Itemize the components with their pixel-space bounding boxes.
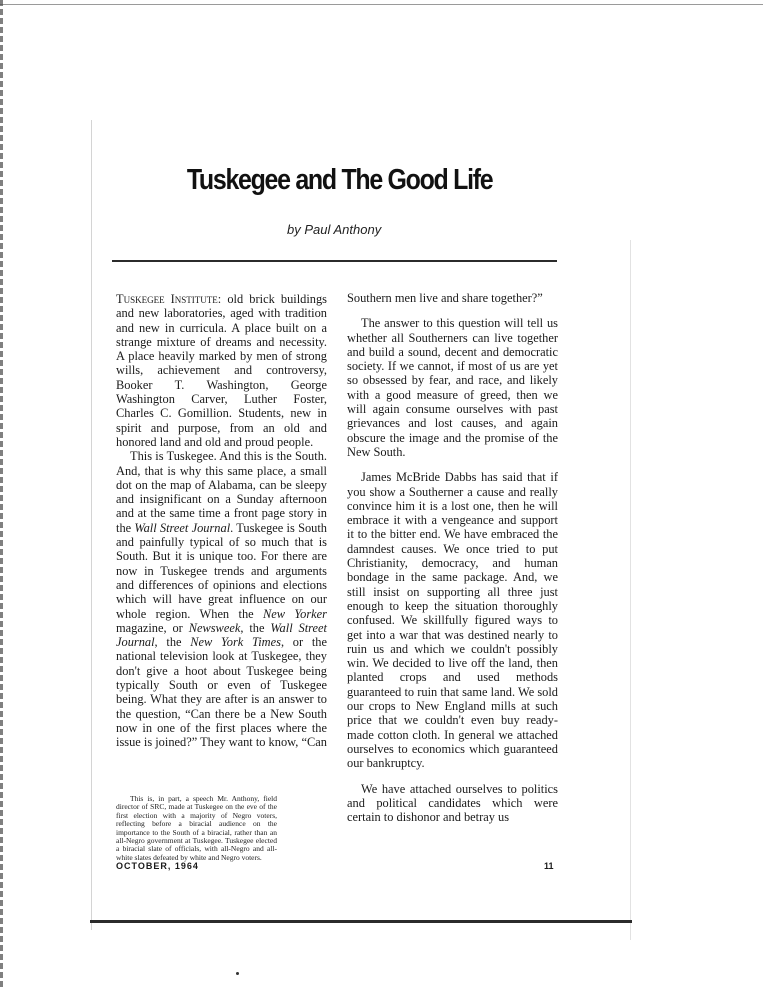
lead-in: Tuskegee Institute: <box>116 292 222 306</box>
column-left <box>116 292 327 750</box>
paragraph-politics: We have attached ourselves to politics and political candidates which were certain to dishonor and betray us <box>347 781 558 825</box>
page-number: 11 <box>544 861 554 871</box>
footer-rule <box>90 920 632 923</box>
issue-date: OCTOBER, 1964 <box>116 861 199 871</box>
paragraph-dabbs: James McBride Dabbs has said that if you show a Southerner a cause and really convince him it is a lost one, then he will embrace it with a vengeance and support it to the bitter end. We have embraced the damndest causes. We once tried to put Christianity, democracy, and human bondage in the same package. And, we still insist on supporting all three just enough to keep the situation thoroughly confused. We skillfully figured ways to get into a war that was destined nearly to ruin us and which we couldn't possibly win. We decided to live off the land, then planted crops and used methods guaranteed to ruin that same land. We sold our crops to New England mills at such price that we couldn't even buy ready-made cotton cloth. In general we attached ourselves to economics which guaranteed our bankruptcy. <box>347 470 558 771</box>
publication-name: Newsweek <box>188 620 241 635</box>
paragraph-intro: Tuskegee Institute: old brick buildings and new laboratories, aged with tradition and new in curricula. A place built on a strange mixture of dreams and necessity. A place heavily marked by men of strong wills, achievement and controversy, Booker T. Washington, George Washington Carver, Luther Foster, Charles C. Gomillion. Students, new in spirit and purpose, from an old and honored land and old and proud people. <box>116 292 327 449</box>
margin-shadow-left <box>91 120 92 930</box>
column-right <box>347 291 558 824</box>
header-rule <box>112 260 557 262</box>
scan-edge-top <box>0 4 763 5</box>
publication-name: New York Times <box>190 635 281 650</box>
paragraph-continued: Southern men live and share together?” <box>347 291 543 305</box>
footnote: This is, in part, a speech Mr. Anthony, field director of SRC, made at Tuskegee on the eve of the first election with a majority of Negro voters, reflecting before a biracial audience on the importance to the South of a biracial, rather than an all-Negro government at Tuskegee. Tuskegee elected a biracial slate of officials, with all-Negro and all-white slates defeated by white and Negro voters. <box>116 794 277 862</box>
publication-name: Wall Street Journal <box>134 520 231 535</box>
paragraph-this-is-tuskegee: This is Tuskegee. And this is the South. And, that is why this same place, a small dot on the map of Alabama, can be sleepy and insignificant on a Sunday afternoon and at the same time a front page story in the Wall Street Journal. Tuskegee is South and painfully typical of so much that is South. But it is unique too. For there are now in Tuskegee trends and arguments and differences of opinions and elections which will have great influence on our whole region. When the New Yorker magazine, or Newsweek, the Wall Street Journal, the New York Times, or the national television look at Tuskegee, they don't give a hoot about Tuskegee being typically South or even of Tuskegee being. What they are after is an answer to the question, “Can there be a New South now in one of the first places where the issue is joined?” They want to know, “Can <box>116 449 328 750</box>
scan-speck <box>236 972 239 975</box>
scan-edge-left <box>0 0 3 990</box>
publication-name: New Yorker <box>263 606 328 621</box>
publication-name: Wall Street Journal <box>116 620 327 650</box>
paragraph-answer: The answer to this question will tell us whether all Southerners can live together and build a sound, decent and democratic society. If we cannot, if most of us are yet so obsessed by fear, and race, and likely with a good measure of greed, then we will again consume ourselves with past grievances and lost causes, and again obscure the image and the promise of the New South. <box>347 316 558 459</box>
article-byline: by Paul Anthony <box>287 222 382 237</box>
margin-shadow-right <box>630 240 631 940</box>
article-title: Tuskegee and The Good Life <box>186 164 493 196</box>
